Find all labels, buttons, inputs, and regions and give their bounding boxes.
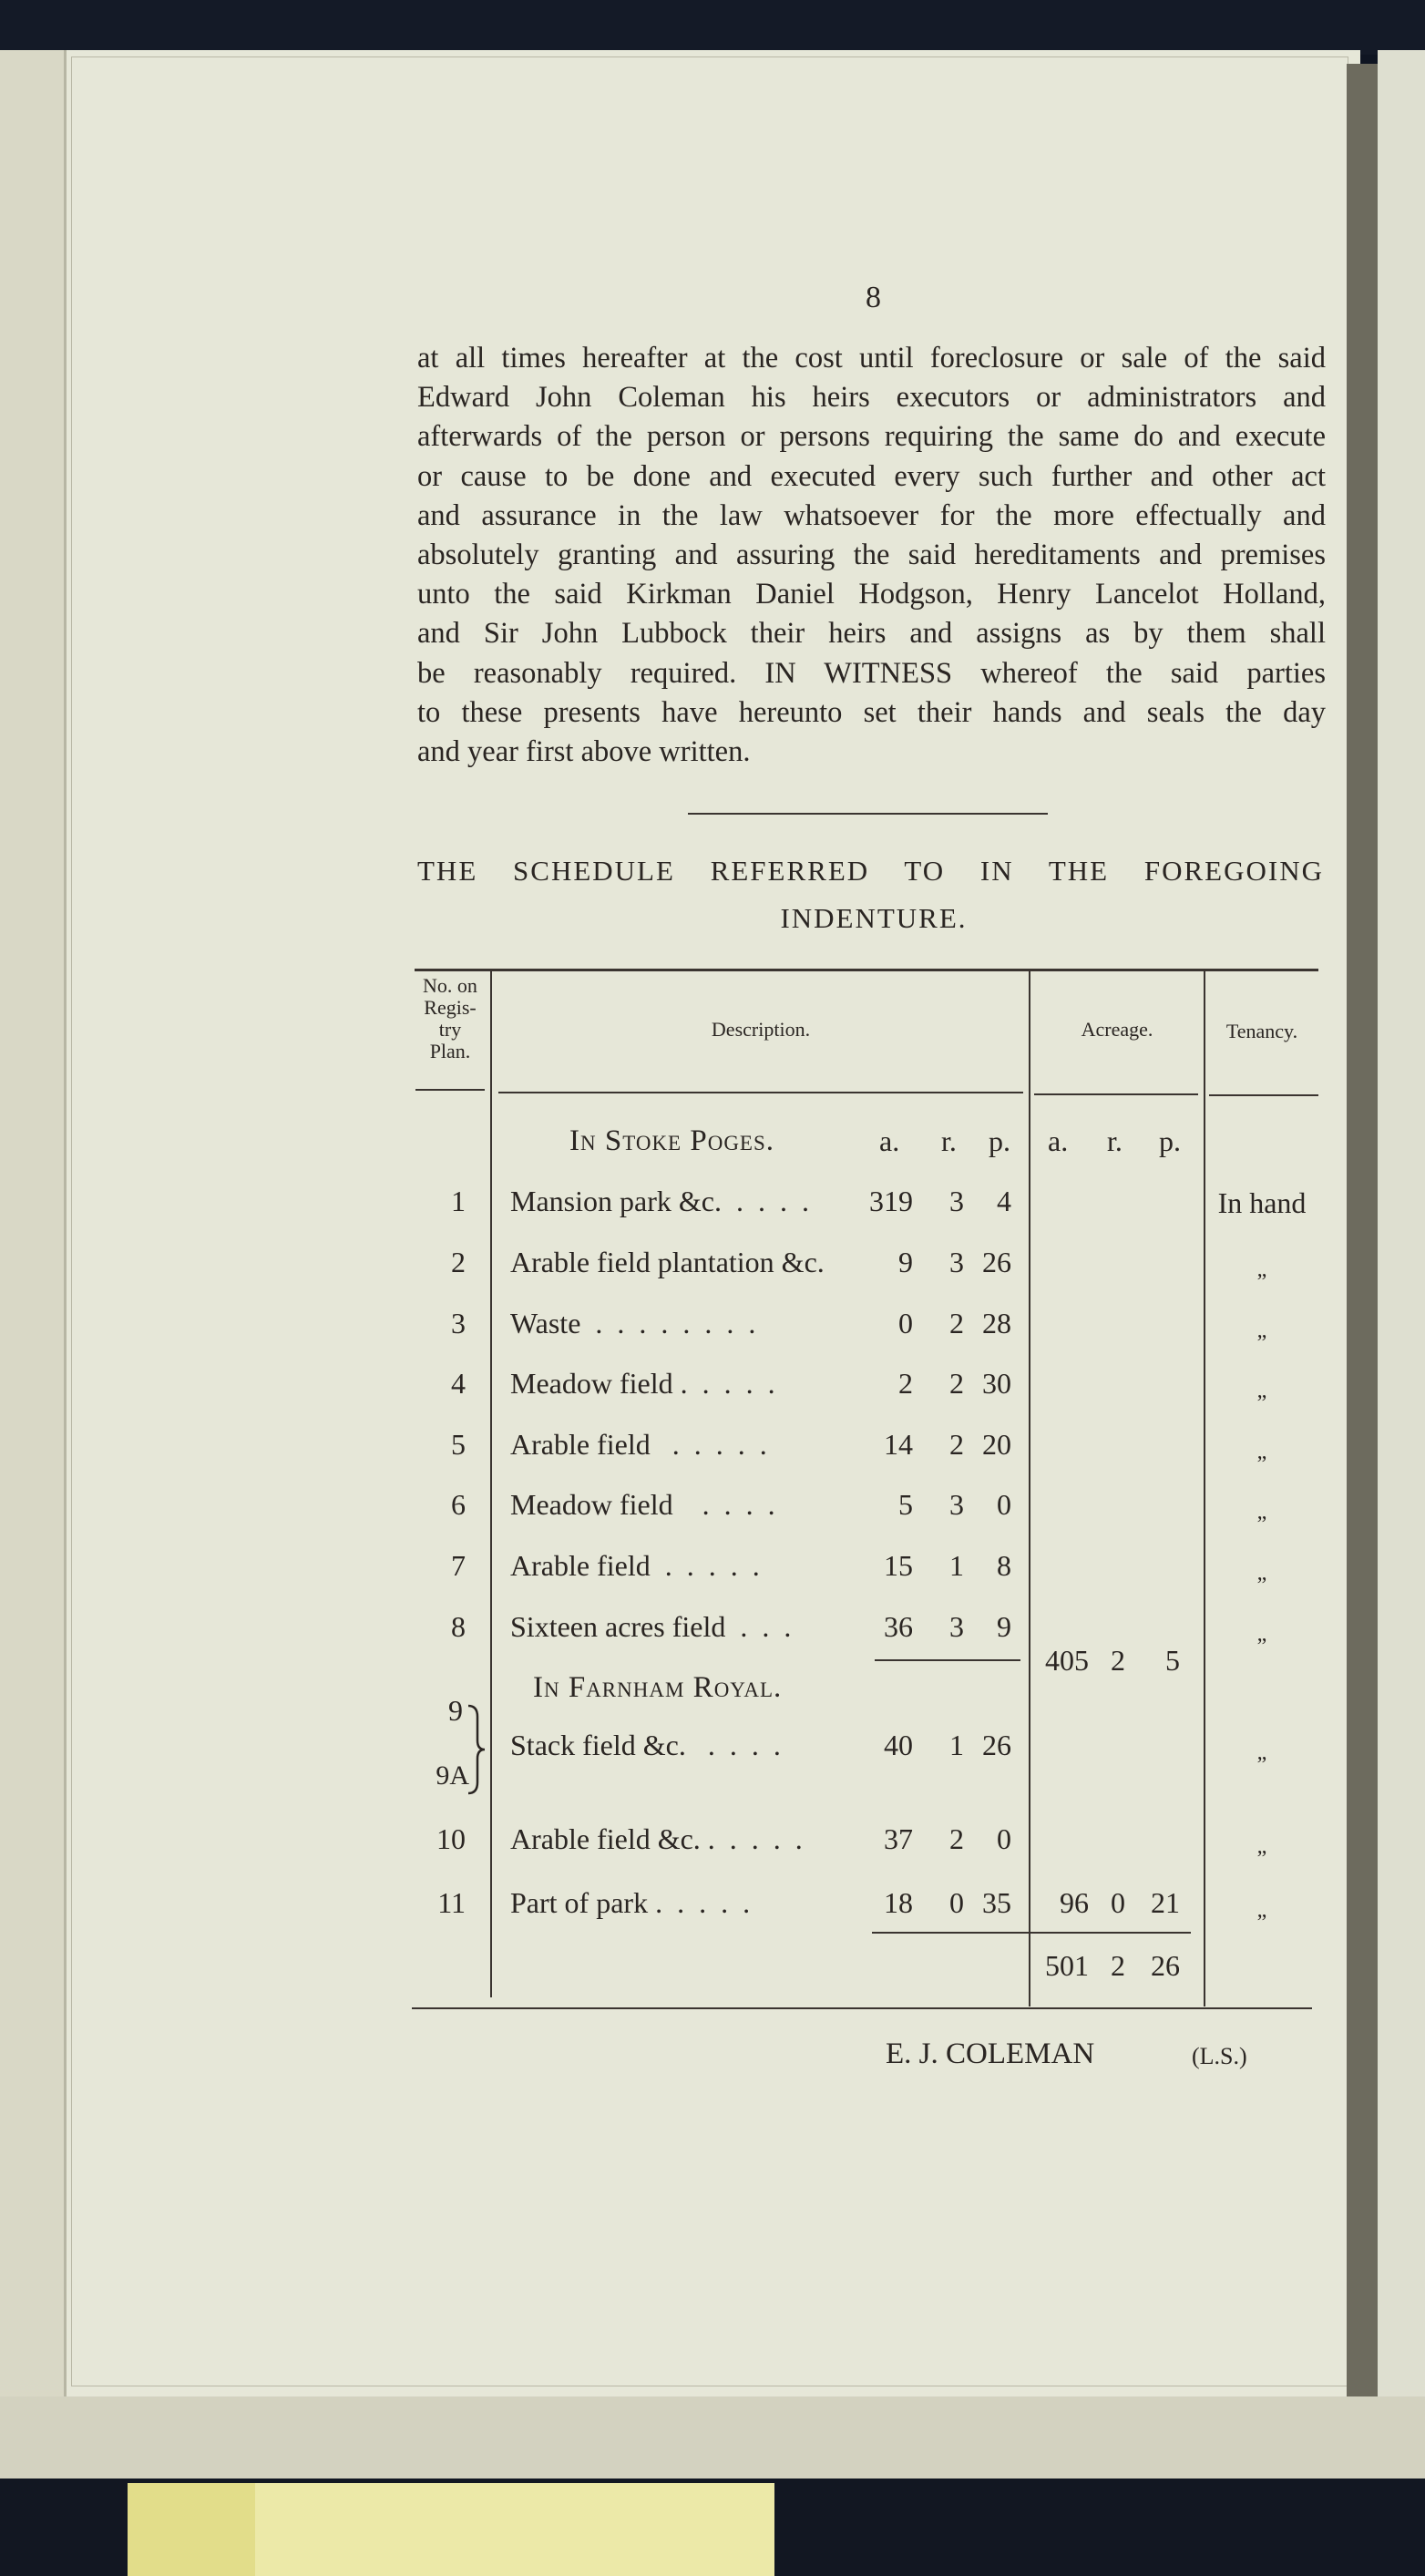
section-farnham-royal: In Farnham Royal.	[533, 1671, 783, 1704]
unit-roods: r.	[1107, 1124, 1123, 1157]
row-tenancy: In hand	[1217, 1186, 1307, 1219]
unit-acres: a.	[879, 1124, 900, 1157]
row-description: Waste . . . . . . . .	[510, 1307, 756, 1339]
background-top	[0, 0, 1425, 55]
row-perches: 8	[997, 1549, 1011, 1582]
row-description: Meadow field . . . .	[510, 1488, 775, 1521]
previous-page-edge	[0, 50, 71, 2492]
row-description: Arable field . . . . .	[510, 1549, 760, 1582]
paragraph-line: unto the said Kirkman Daniel Hodgson, Henry Lancelot Holland,	[417, 578, 1326, 611]
seal-mark: (L.S.)	[1192, 2043, 1247, 2069]
row-acres: 5	[898, 1488, 913, 1521]
row-number: 9A	[436, 1760, 469, 1791]
subtotal-rule	[875, 1659, 1020, 1661]
row-tenancy: ”	[1256, 1635, 1267, 1658]
row-perches: 35	[982, 1886, 1011, 1919]
row-number: 10	[436, 1822, 466, 1855]
row-description: Part of park . . . . .	[510, 1886, 751, 1919]
header-rule	[415, 1089, 485, 1091]
section-stoke-poges: In Stoke Poges.	[569, 1124, 775, 1157]
row-tenancy: ”	[1256, 1753, 1267, 1777]
subtotal-acres: 96	[1060, 1886, 1089, 1919]
row-perches: 0	[997, 1822, 1011, 1855]
paragraph-line: afterwards of the person or persons requiring the same do and execute	[417, 420, 1326, 454]
row-tenancy: ”	[1256, 1513, 1267, 1536]
row-number: 6	[451, 1488, 466, 1521]
body-paragraph	[417, 339, 1326, 772]
row-roods: 3	[949, 1488, 964, 1521]
row-tenancy: ”	[1256, 1847, 1267, 1871]
header-rule	[498, 1092, 1023, 1093]
total-acres: 501	[1045, 1949, 1089, 1982]
paragraph-line: or cause to be done and executed every such further and other act	[417, 459, 1326, 493]
paragraph-line: be reasonably required. IN WITNESS whereof the said parties	[417, 656, 1326, 690]
row-acres: 0	[898, 1307, 913, 1339]
page-number: 8	[866, 281, 881, 314]
header-tenancy: Tenancy.	[1225, 1020, 1298, 1042]
row-description: Sixteen acres field . . .	[510, 1610, 792, 1643]
row-number: 7	[451, 1549, 466, 1582]
page-bottom-edge	[0, 2396, 1425, 2479]
header-no-line: Plan.	[429, 1040, 471, 1062]
unit-roods: r.	[941, 1124, 957, 1157]
total-roods: 2	[1111, 1949, 1125, 1982]
paragraph-line: absolutely granting and assuring the said hereditaments and premises	[417, 539, 1326, 572]
schedule-title-line2: INDENTURE.	[780, 902, 968, 934]
row-roods: 3	[949, 1246, 964, 1278]
next-page-edge	[1378, 50, 1425, 2437]
row-roods: 0	[949, 1886, 964, 1919]
row-perches: 4	[997, 1185, 1011, 1217]
subtotal-acres: 405	[1045, 1644, 1089, 1677]
row-description: Stack field &c. . . . .	[510, 1729, 781, 1761]
row-description: Arable field . . . . .	[510, 1428, 767, 1461]
row-roods: 1	[949, 1549, 964, 1582]
column-divider	[490, 971, 492, 1997]
paragraph-line: to these presents have hereunto set their hands and seals the day	[417, 695, 1326, 729]
book-spine	[1347, 64, 1379, 2433]
row-tenancy: ”	[1256, 1574, 1267, 1597]
row-perches: 26	[982, 1246, 1011, 1278]
row-number: 11	[437, 1886, 466, 1919]
paragraph-line: and assurance in the law whatsoever for the more effectually and	[417, 498, 1326, 532]
unit-perches: p.	[989, 1124, 1010, 1157]
row-number: 8	[451, 1610, 466, 1643]
row-tenancy: ”	[1256, 1452, 1267, 1476]
unit-acres: a.	[1048, 1124, 1069, 1157]
header-acreage: Acreage.	[1081, 1018, 1153, 1041]
row-description: Arable field &c. . . . . .	[510, 1822, 803, 1855]
header-rule	[1034, 1093, 1198, 1095]
row-perches: 9	[997, 1610, 1011, 1643]
row-acres: 36	[884, 1610, 913, 1643]
row-roods: 2	[949, 1367, 964, 1400]
subtotal-roods: 2	[1111, 1644, 1125, 1677]
unit-perches: p.	[1159, 1124, 1181, 1157]
subtotal-perches: 21	[1151, 1886, 1180, 1919]
table-bottom-rule	[412, 2007, 1312, 2009]
row-acres: 15	[884, 1549, 913, 1582]
row-tenancy: ”	[1256, 1270, 1267, 1294]
table-top-rule	[415, 969, 1318, 971]
row-perches: 26	[982, 1729, 1011, 1761]
paragraph-line: and year first above written.	[417, 735, 751, 769]
total-rule	[872, 1932, 1191, 1934]
total-perches: 26	[1151, 1949, 1180, 1982]
row-perches: 20	[982, 1428, 1011, 1461]
row-roods: 2	[949, 1822, 964, 1855]
section-divider	[688, 813, 1048, 815]
paragraph-line: Edward John Coleman his heirs executors or administrators and	[417, 381, 1326, 415]
row-description: Meadow field . . . . .	[510, 1367, 775, 1400]
paragraph-line: at all times hereafter at the cost until foreclosure or sale of the said	[417, 342, 1326, 375]
row-number: 4	[451, 1367, 466, 1400]
row-perches: 28	[982, 1307, 1011, 1339]
row-perches: 30	[982, 1367, 1011, 1400]
yellow-tab-shade	[128, 2483, 255, 2576]
row-acres: 18	[884, 1886, 913, 1919]
row-perches: 0	[997, 1488, 1011, 1521]
header-no-line: try	[438, 1018, 462, 1041]
row-acres: 2	[898, 1367, 913, 1400]
subtotal-perches: 5	[1165, 1644, 1180, 1677]
header-no-line: No. on	[423, 974, 477, 997]
paragraph-line: and Sir John Lubbock their heirs and assigns as by them shall	[417, 617, 1326, 651]
row-number: 1	[451, 1185, 466, 1217]
row-acres: 14	[884, 1428, 913, 1461]
brace-icon	[465, 1704, 488, 1795]
header-rule	[1209, 1094, 1318, 1096]
row-tenancy: ”	[1256, 1911, 1267, 1935]
schedule-title: THE SCHEDULE REFERRED TO IN THE FOREGOING	[417, 855, 1324, 887]
row-number: 3	[451, 1307, 466, 1339]
row-acres: 9	[898, 1246, 913, 1278]
row-tenancy: ”	[1256, 1331, 1267, 1355]
row-number: 9	[448, 1694, 463, 1727]
row-acres: 40	[884, 1729, 913, 1761]
signatory-name: E. J. COLEMAN	[886, 2037, 1095, 2070]
header-description: Description.	[711, 1018, 811, 1041]
row-roods: 2	[949, 1428, 964, 1461]
column-divider	[1029, 971, 1030, 2006]
row-roods: 3	[949, 1185, 964, 1217]
row-roods: 1	[949, 1729, 964, 1761]
row-acres: 319	[869, 1185, 913, 1217]
row-description: Mansion park &c. . . . .	[510, 1185, 809, 1217]
row-acres: 37	[884, 1822, 913, 1855]
row-description: Arable field plantation &c.	[510, 1246, 825, 1278]
header-no	[412, 975, 488, 1062]
header-no-line: Regis-	[424, 996, 477, 1019]
row-roods: 3	[949, 1610, 964, 1643]
row-number: 5	[451, 1428, 466, 1461]
row-tenancy: ”	[1256, 1391, 1267, 1415]
row-roods: 2	[949, 1307, 964, 1339]
row-number: 2	[451, 1246, 466, 1278]
subtotal-roods: 0	[1111, 1886, 1125, 1919]
